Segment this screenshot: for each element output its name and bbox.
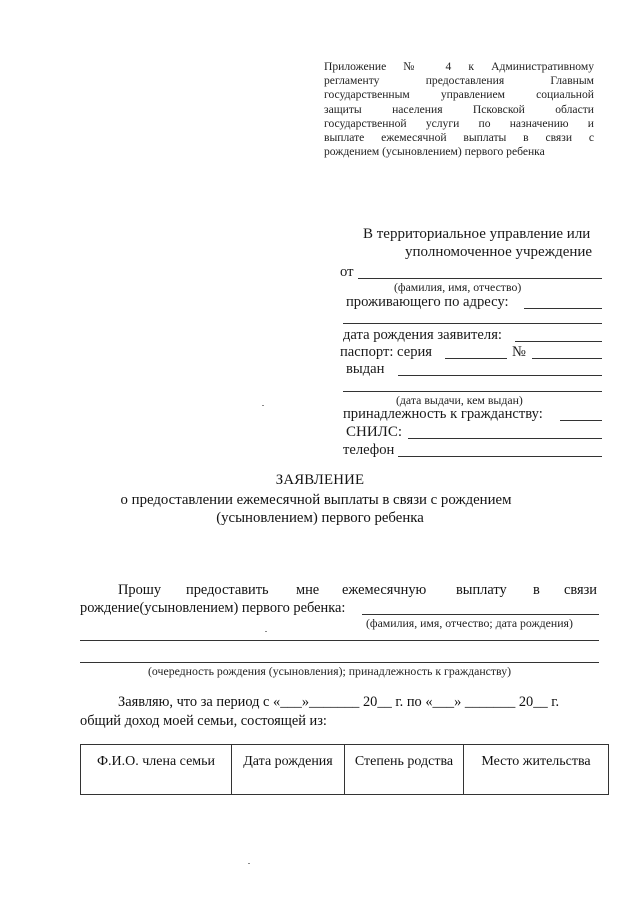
- issued-label: выдан: [346, 361, 385, 377]
- scan-speck: [265, 631, 267, 632]
- request-word: предоставить: [186, 582, 269, 598]
- passport-series-label: паспорт: серия: [340, 344, 433, 360]
- table-header-cell: Место жительства: [464, 745, 609, 795]
- annex-line: государственным управлением социальной: [324, 88, 594, 102]
- passport-number-label: №: [512, 344, 526, 360]
- scan-speck: [248, 863, 250, 864]
- from-label: от: [340, 264, 354, 280]
- birth-date-field[interactable]: [515, 341, 602, 342]
- table-header-row: [81, 745, 609, 795]
- annex-line: рождением (усыновлением) первого ребенка: [324, 145, 545, 159]
- snils-label: СНИЛС:: [346, 424, 403, 440]
- income-period-line: Заявляю, что за период с «___»_______ 20__ г. по «___» _______ 20__ г.: [118, 694, 560, 710]
- table-header-cell: Степень родства: [345, 745, 464, 795]
- request-word: мне: [296, 582, 320, 598]
- birth-order-caption: (очередность рождения (усыновления); принадлежность к гражданству): [148, 664, 512, 678]
- phone-field[interactable]: [398, 456, 602, 457]
- birth-order-field[interactable]: [80, 662, 599, 663]
- annex-line: защиты населения Псковской области: [324, 102, 594, 116]
- child-name-field-2[interactable]: [80, 640, 599, 641]
- request-word: выплату: [456, 582, 507, 598]
- request-word: в: [533, 582, 540, 598]
- table-header-cell: Дата рождения: [232, 745, 345, 795]
- document-subtitle: (усыновлением) первого ребенка: [216, 510, 424, 526]
- income-family-line: общий доход моей семьи, состоящей из:: [80, 713, 327, 729]
- request-line: рождение(усыновлением) первого ребенка:: [80, 600, 346, 616]
- annex-line: государственной услуги по назначению и: [324, 116, 594, 130]
- request-word: ежемесячную: [342, 582, 427, 598]
- family-members-table: [80, 744, 609, 795]
- addressee-line: В территориальное управление или: [363, 226, 591, 242]
- child-name-caption: (фамилия, имя, отчество; дата рождения): [366, 616, 573, 630]
- request-word: связи: [564, 582, 597, 598]
- snils-field[interactable]: [408, 438, 602, 439]
- document-subtitle: о предоставлении ежемесячной выплаты в связи с рождением: [120, 492, 512, 508]
- annex-line: Приложение № 4 к Административному: [324, 60, 594, 73]
- from-field[interactable]: [358, 278, 602, 279]
- annex-line: регламенту предоставления Главным: [324, 74, 594, 88]
- address-field[interactable]: [524, 308, 602, 309]
- passport-series-field[interactable]: [445, 358, 507, 359]
- phone-label: телефон: [343, 442, 395, 458]
- table-header-cell: Ф.И.О. члена семьи: [81, 745, 232, 795]
- address-field-2[interactable]: [343, 323, 602, 324]
- address-label: проживающего по адресу:: [346, 294, 509, 310]
- document-title: ЗАЯВЛЕНИЕ: [275, 472, 365, 488]
- scan-speck: [262, 405, 264, 406]
- passport-number-field[interactable]: [532, 358, 602, 359]
- child-name-field[interactable]: [362, 614, 599, 615]
- issued-field-2[interactable]: [343, 391, 602, 392]
- birth-date-label: дата рождения заявителя:: [343, 327, 502, 343]
- addressee-line: уполномоченное учреждение: [405, 244, 593, 260]
- from-caption: (фамилия, имя, отчество): [394, 280, 522, 294]
- issued-field[interactable]: [398, 375, 602, 376]
- citizenship-field[interactable]: [560, 420, 602, 421]
- issued-caption: (дата выдачи, кем выдан): [396, 393, 523, 407]
- annex-line: выплате ежемесячной выплаты в связи с: [324, 131, 594, 145]
- request-word: Прошу: [118, 582, 162, 598]
- citizenship-label: принадлежность к гражданству:: [343, 406, 543, 422]
- annex-note: [324, 60, 594, 159]
